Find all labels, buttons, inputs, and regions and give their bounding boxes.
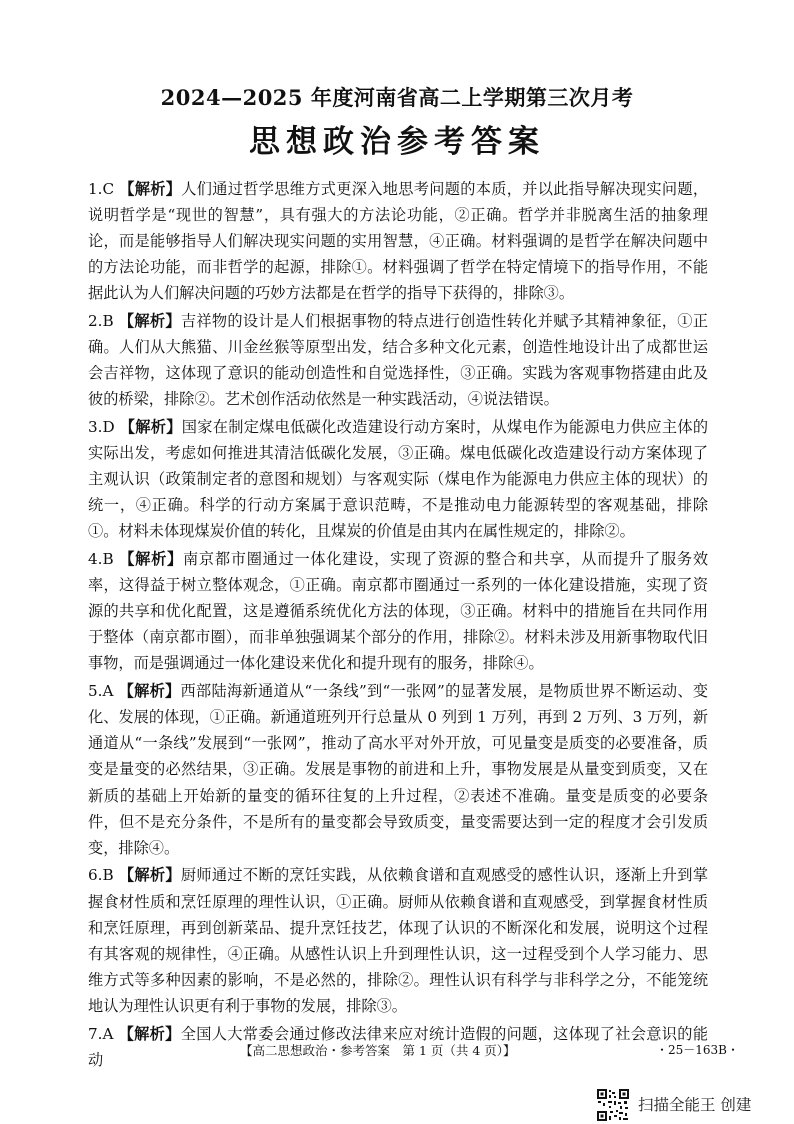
answer-item-4 (88, 546, 708, 676)
qr-code-icon (596, 1088, 630, 1122)
answer-number: 5.A (88, 682, 119, 701)
answer-item-2 (88, 308, 708, 412)
answer-number: 4.B (88, 550, 120, 569)
exam-title: 2024—2025 年度河南省高二上学期第三次月考 (160, 85, 634, 110)
answer-text: 西部陆海新通道从“一条线”到“一张网”的显著发展，是物质世界不断运动、变化、发展的体现，①正确。新通道班列开行总量从 0 列到 1 万列，再到 2 万列、3 万列，新通道从“一条线”发展到“一张网”，推动了高水平对外开放，可见量变是质变的必要准备，质变是量变的必然结果，③正确。发展是事物的前进和上升，事物发展是从量变到质变，又在新质的基础上开始新的量变的循环往复的上升过程，②表述不准确。量变是质变的必要条件，但不是充分条件，不是所有的量变都会导致质变，量变需要达到一定的程度才会引发质变，排除④。 (88, 682, 709, 857)
answer-item-6 (88, 862, 708, 1019)
answer-number: 7.A (88, 1024, 119, 1043)
analysis-tag: 【解析】 (118, 312, 181, 331)
answer-item-5 (88, 678, 708, 861)
analysis-tag: 【解析】 (118, 866, 181, 885)
answer-item-1 (88, 176, 708, 306)
answer-list (88, 176, 708, 1074)
analysis-tag: 【解析】 (119, 418, 182, 437)
analysis-tag: 【解析】 (119, 550, 183, 569)
answer-number: 6.B (88, 866, 119, 885)
answer-number: 3.D (88, 418, 120, 437)
page-title: 思想政治参考答案 (249, 124, 545, 160)
answer-number: 2.B (88, 312, 119, 331)
answer-text: 人们通过哲学思维方式更深入地思考问题的本质，并以此指导解决现实问题，说明哲学是“现世的智慧”，具有强大的方法论功能，②正确。哲学并非脱离生活的抽象理论，而是能够指导人们解决现实问题的实用智慧，④正确。材料强调的是哲学在解决问题中的方法论功能，而非哲学的起源，排除①。材料强调了哲学在特定情境下的指导作用，不能据此认为人们解决问题的巧妙方法都是在哲学的指导下获得的，排除③。 (88, 180, 709, 303)
answer-item-3 (88, 414, 708, 544)
analysis-tag: 【解析】 (119, 180, 182, 198)
answer-text: 吉祥物的设计是人们根据事物的特点进行创造性转化并赋予其精神象征，①正确。人们从大熊猫、川金丝猴等原型出发，结合多种文化元素，创造性地设计出了成都世运会吉祥物，这体现了意识的能动创造性和自觉选择性，③正确。实践为客观事物搭建由此及彼的桥梁，排除②。艺术创作活动依然是一种实践活动，④说法错误。 (88, 312, 709, 409)
scanner-watermark: 扫描全能王 创建 (638, 1096, 752, 1114)
answer-text: 南京都市圈通过一体化建设，实现了资源的整合和共享，从而提升了服务效率，这得益于树立整体观念，①正确。南京都市圈通过一系列的一体化建设措施，实现了资源的共享和优化配置，这是遵循系统优化方法的体现，③正确。材料中的措施旨在共同作用于整体（南京都市圈），而非单独强调某个部分的作用，排除②。材料未涉及用新事物取代旧事物，而是强调通过一体化建设来优化和提升现有的服务，排除④。 (88, 550, 709, 673)
paper-code: ・25－163B・ (656, 1043, 739, 1057)
page-footer: 【高二思想政治・参考答案 第 1 页（共 4 页）】 (240, 1043, 516, 1058)
analysis-tag: 【解析】 (118, 682, 181, 701)
answer-text: 厨师通过不断的烹饪实践，从依赖食谱和直观感受的感性认识，逐渐上升到掌握食材性质和烹饪原理的理性认识，①正确。厨师从依赖食谱和直观感受，到掌握食材性质和烹饪原理，再到创新菜品、提升烹饪技艺，体现了认识的不断深化和发展，说明这个过程有其客观的规律性，④正确。从感性认识上升到理性认识，这一过程受到个人学习能力、思维方式等多种因素的影响，不是必然的，排除②。理性认识有科学与非科学之分，不能笼统地认为理性认识更有利于事物的发展，排除③。 (88, 866, 709, 1015)
analysis-tag: 【解析】 (118, 1024, 181, 1043)
answer-text: 国家在制定煤电低碳化改造建设行动方案时，从煤电作为能源电力供应主体的实际出发，考虑如何推进其清洁低碳化发展，③正确。煤电低碳化改造建设行动方案体现了主观认识（政策制定者的意图和规划）与客观实际（煤电作为能源电力供应主体的现状）的统一，④正确。科学的行动方案属于意识范畴，不是推动电力能源转型的客观基础，排除①。材料未体现煤炭价值的转化，且煤炭的价值是由其内在属性规定的，排除②。 (88, 418, 709, 541)
answer-text: 全国人大常委会通过修改法律来应对统计造假的问题，这体现了社会意识的能动 (88, 1024, 709, 1069)
answer-number: 1.C (88, 180, 120, 198)
